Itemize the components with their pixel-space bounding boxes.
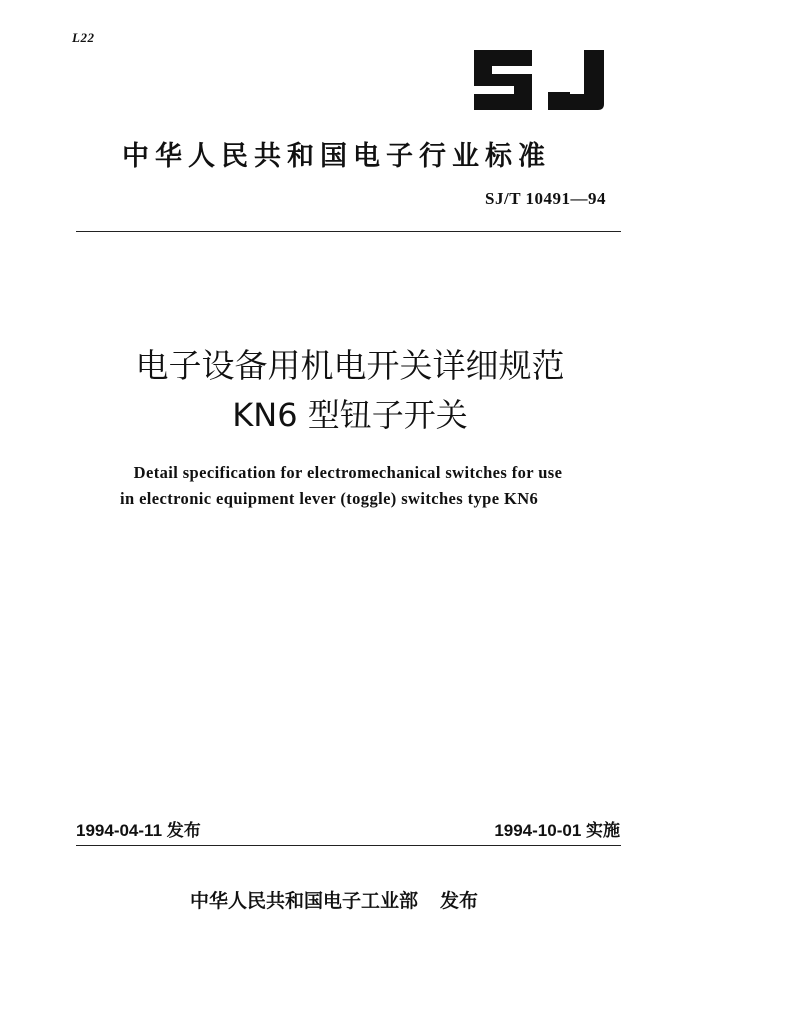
- title-english-line-1: Detail specification for electromechanical switches for use: [133, 463, 563, 482]
- implementation-date: 1994-10-01 实施: [494, 821, 620, 840]
- title-chinese-line-1: 电子设备用机电开关详细规范: [135, 346, 565, 385]
- issuer-title: 中华人民共和国电子行业标准: [122, 141, 551, 172]
- title-english-line-2: in electronic equipment lever (toggle) switches type KN6: [120, 489, 539, 508]
- top-divider: [76, 231, 621, 232]
- publisher-name: 中华人民共和国电子工业部: [190, 890, 419, 912]
- publisher-line: [190, 886, 478, 913]
- bottom-divider: [76, 845, 621, 846]
- sj-logo: [466, 44, 608, 116]
- issue-date: 1994-04-11 发布: [76, 821, 201, 840]
- title-chinese-line-2: KN6 型钮子开关: [232, 396, 468, 434]
- standard-number: SJ/T 10491—94: [485, 189, 606, 208]
- classification-code: L22: [72, 30, 95, 45]
- publisher-action: 发布: [440, 890, 479, 912]
- sj-logo-mark: [474, 50, 604, 110]
